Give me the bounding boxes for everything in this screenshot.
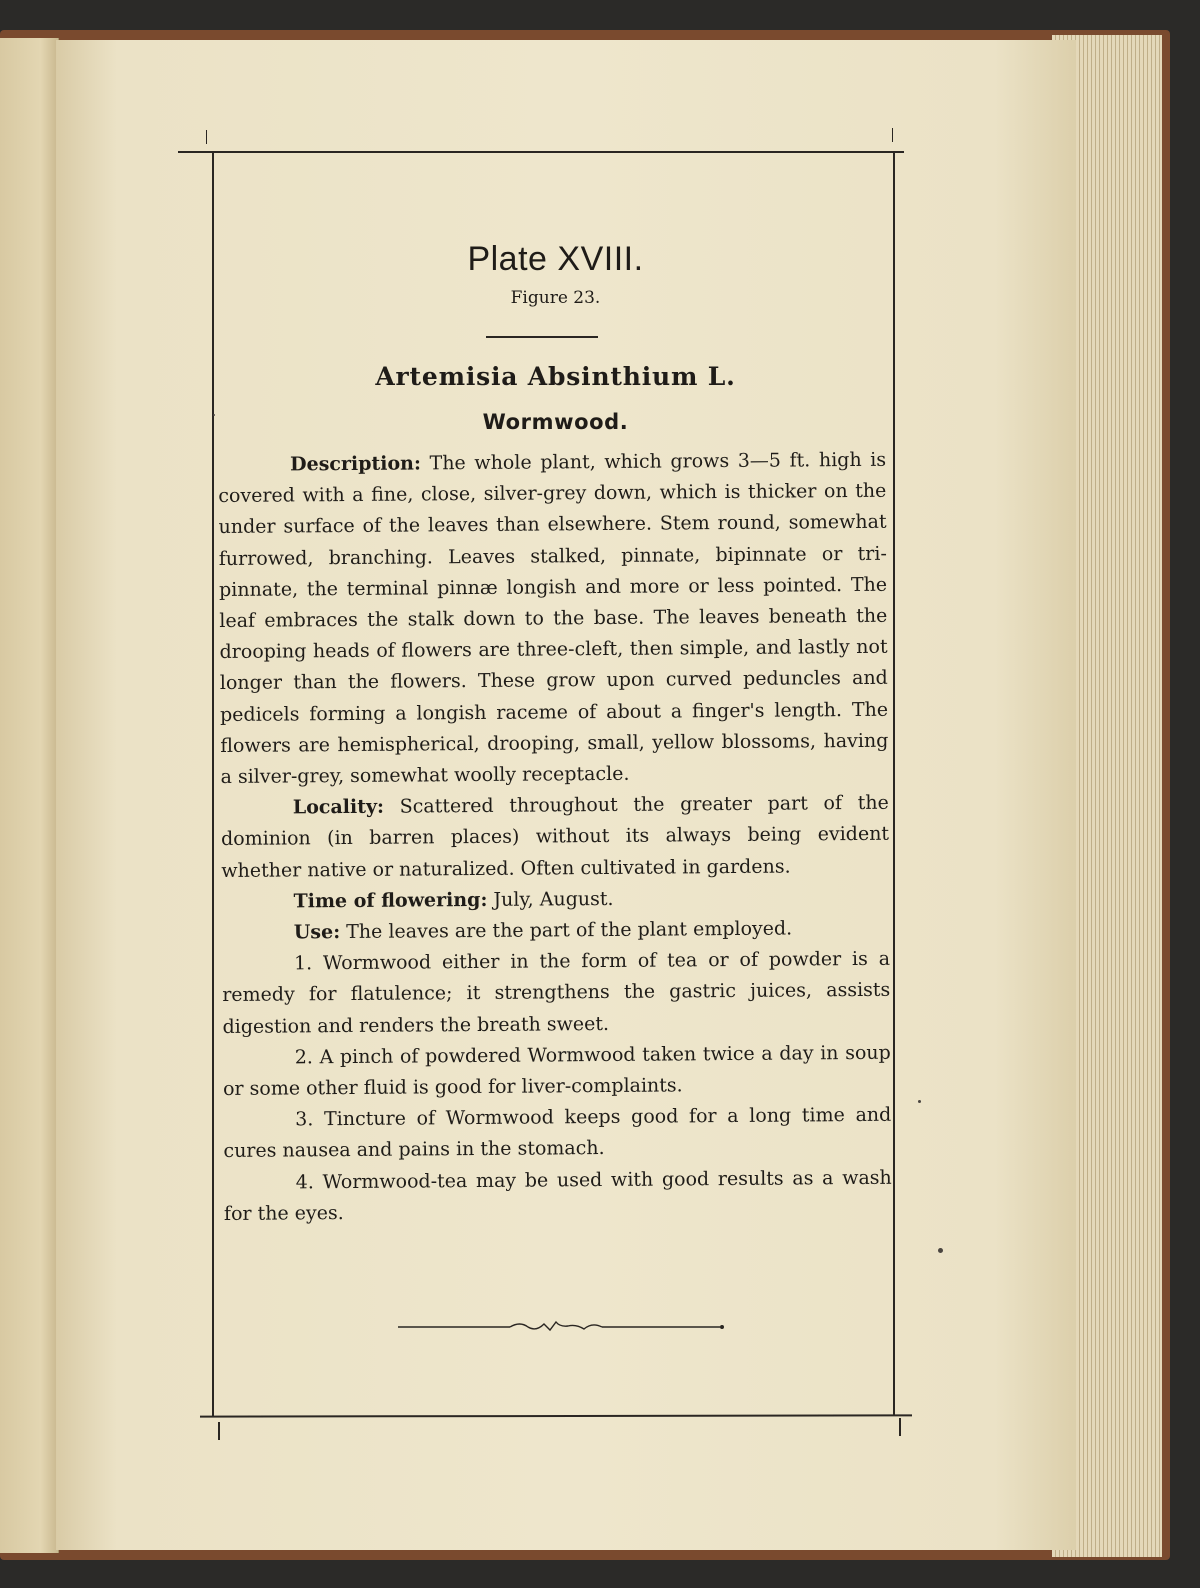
section-text: The leaves are the part of the plant employed. — [346, 917, 793, 944]
tailpiece-ornament — [398, 1316, 728, 1338]
figure-label: Figure 23. — [510, 288, 601, 308]
section-text: The whole plant, which grows 3—5 ft. high is covered with a fine, close, silver-grey down, which is thicker on the under surface of the leaves than elsewhere. Stem round, somewhat furrowed, branching. Leaves stalked, pinnate, bipinnate or tri-pinnate, the terminal pinnæ longish and more or less pointed. The leaf embraces the stalk down to the base. The leaves beneath the drooping heads of flowers are three-cleft, then simple, and lastly not longer than the flowers. These grow upon curved peduncles and pedicels forming a longish raceme of about a finger's length. The flowers are hemispherical, drooping, small, yellow blossoms, having a silver-grey, somewhat woolly receptacle. — [218, 448, 889, 789]
section-label: Use: — [293, 921, 341, 944]
frame-left-rule — [212, 151, 214, 1416]
frame-right-rule — [893, 152, 895, 1415]
section-label: Locality: — [292, 795, 385, 819]
use-item: 1. Wormwood either in the form of tea or of powder is a remedy for flatulence; it strengthens the gastric juices, assists digestion and renders the breath sweet. — [222, 947, 891, 1038]
use-paragraph — [222, 913, 890, 949]
section-text: Scattered throughout the greater part of the dominion (in barren places) without its always being evident whether native or naturalized. Often cultivated in gardens. — [220, 791, 890, 882]
section-label: Description: — [290, 452, 422, 476]
flowering-paragraph — [221, 882, 889, 918]
use-item: 2. A pinch of powdered Wormwood taken twice a day in soup or some other fluid is good for liver-complaints. — [222, 1041, 891, 1101]
facing-page-edge — [0, 38, 59, 1553]
description-paragraph — [218, 445, 889, 793]
crop-mark — [218, 1422, 220, 1440]
section-label: Time of flowering: — [293, 888, 488, 913]
crop-mark — [206, 130, 207, 144]
page-content — [218, 170, 893, 1400]
section-text: July, August. — [493, 887, 614, 911]
use-item: 4. Wormwood-tea may be used with good results as a wash for the eyes. — [223, 1166, 892, 1225]
crop-mark — [899, 1418, 901, 1436]
locality-paragraph — [221, 788, 890, 887]
latin-name: Artemisia Absinthium L. — [375, 362, 736, 391]
common-name: Wormwood. — [482, 410, 629, 434]
crop-mark — [892, 128, 893, 142]
frame-top-rule — [178, 151, 904, 153]
body-text — [218, 445, 892, 1230]
title-divider — [486, 336, 598, 338]
plate-title: Plate XVIII. — [467, 240, 644, 278]
use-item: 3. Tincture of Wormwood keeps good for a long time and cures nausea and pains in the stomach. — [223, 1103, 892, 1163]
